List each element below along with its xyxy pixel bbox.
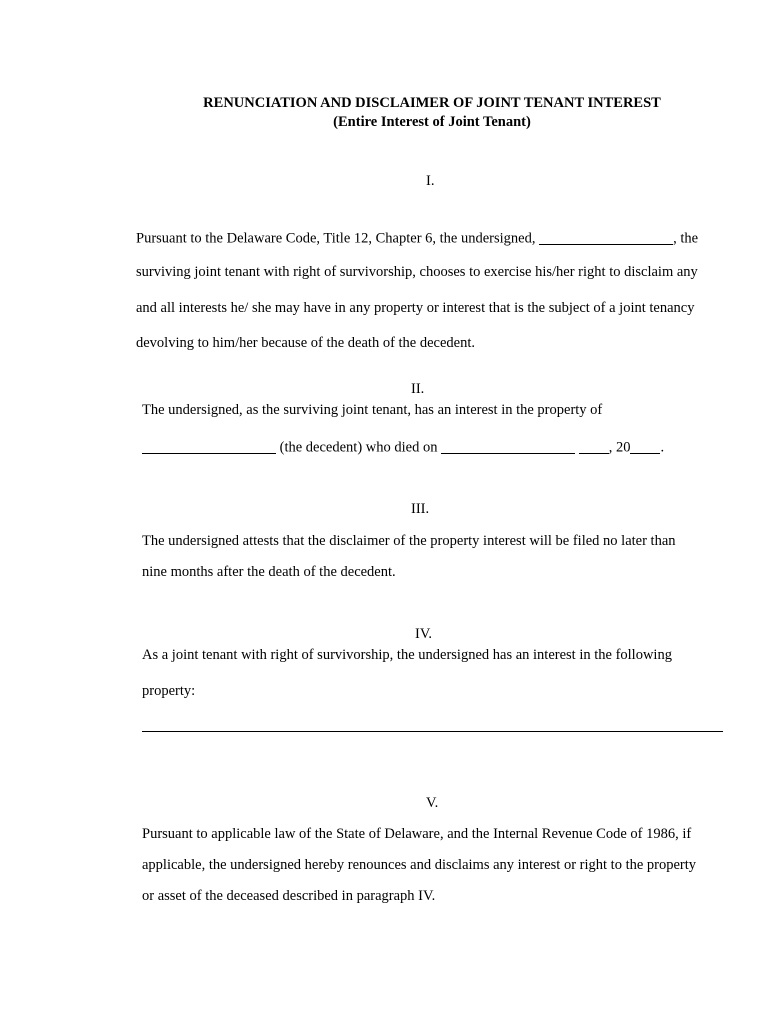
death-month-day-blank[interactable]	[441, 438, 575, 454]
section-5-numeral: V.	[426, 795, 439, 811]
section-1-numeral: I.	[426, 173, 435, 189]
section-2-period: .	[660, 439, 665, 456]
section-1-line-1	[136, 229, 698, 248]
section-1-text-end: , the	[673, 230, 699, 247]
section-4-line-2: property:	[142, 683, 196, 699]
decedent-name-blank[interactable]	[142, 438, 276, 454]
section-4-line-1: As a joint tenant with right of survivorship, the undersigned has an interest in the following	[142, 647, 672, 663]
section-2-line-2	[142, 438, 664, 457]
section-4-numeral: IV.	[415, 626, 433, 642]
section-1-line-4: devolving to him/her because of the death of the decedent.	[136, 335, 476, 351]
section-3-line-2: nine months after the death of the decedent.	[142, 564, 396, 580]
section-3-numeral: III.	[411, 501, 430, 517]
property-description-line[interactable]	[142, 731, 723, 732]
section-2-numeral: II.	[411, 381, 425, 397]
section-1-text: Pursuant to the Delaware Code, Title 12, Chapter 6, the undersigned,	[136, 230, 540, 247]
document-subtitle: (Entire Interest of Joint Tenant)	[333, 114, 531, 130]
section-3-line-1: The undersigned attests that the disclaimer of the property interest will be filed no later than	[142, 533, 676, 549]
death-year-blank[interactable]	[630, 438, 660, 454]
death-day-blank[interactable]	[579, 438, 609, 454]
section-5-line-1: Pursuant to applicable law of the State of Delaware, and the Internal Revenue Code of 1986, if	[142, 826, 692, 842]
section-2-line-1: The undersigned, as the surviving joint tenant, has an interest in the property of	[142, 402, 603, 418]
section-5-line-2: applicable, the undersigned hereby renounces and disclaims any interest or right to the property	[142, 857, 697, 873]
section-1-line-2: surviving joint tenant with right of survivorship, chooses to exercise his/her right to disclaim any	[136, 264, 698, 280]
section-5-line-3: or asset of the deceased described in paragraph IV.	[142, 888, 436, 904]
section-1-line-3: and all interests he/ she may have in any property or interest that is the subject of a joint tenancy	[136, 300, 695, 316]
document-title: RENUNCIATION AND DISCLAIMER OF JOINT TENANT INTEREST	[203, 95, 661, 111]
section-2-text: (the decedent) who died on	[276, 439, 442, 456]
undersigned-name-blank[interactable]	[539, 229, 673, 245]
section-2-year-prefix: , 20	[608, 439, 631, 456]
